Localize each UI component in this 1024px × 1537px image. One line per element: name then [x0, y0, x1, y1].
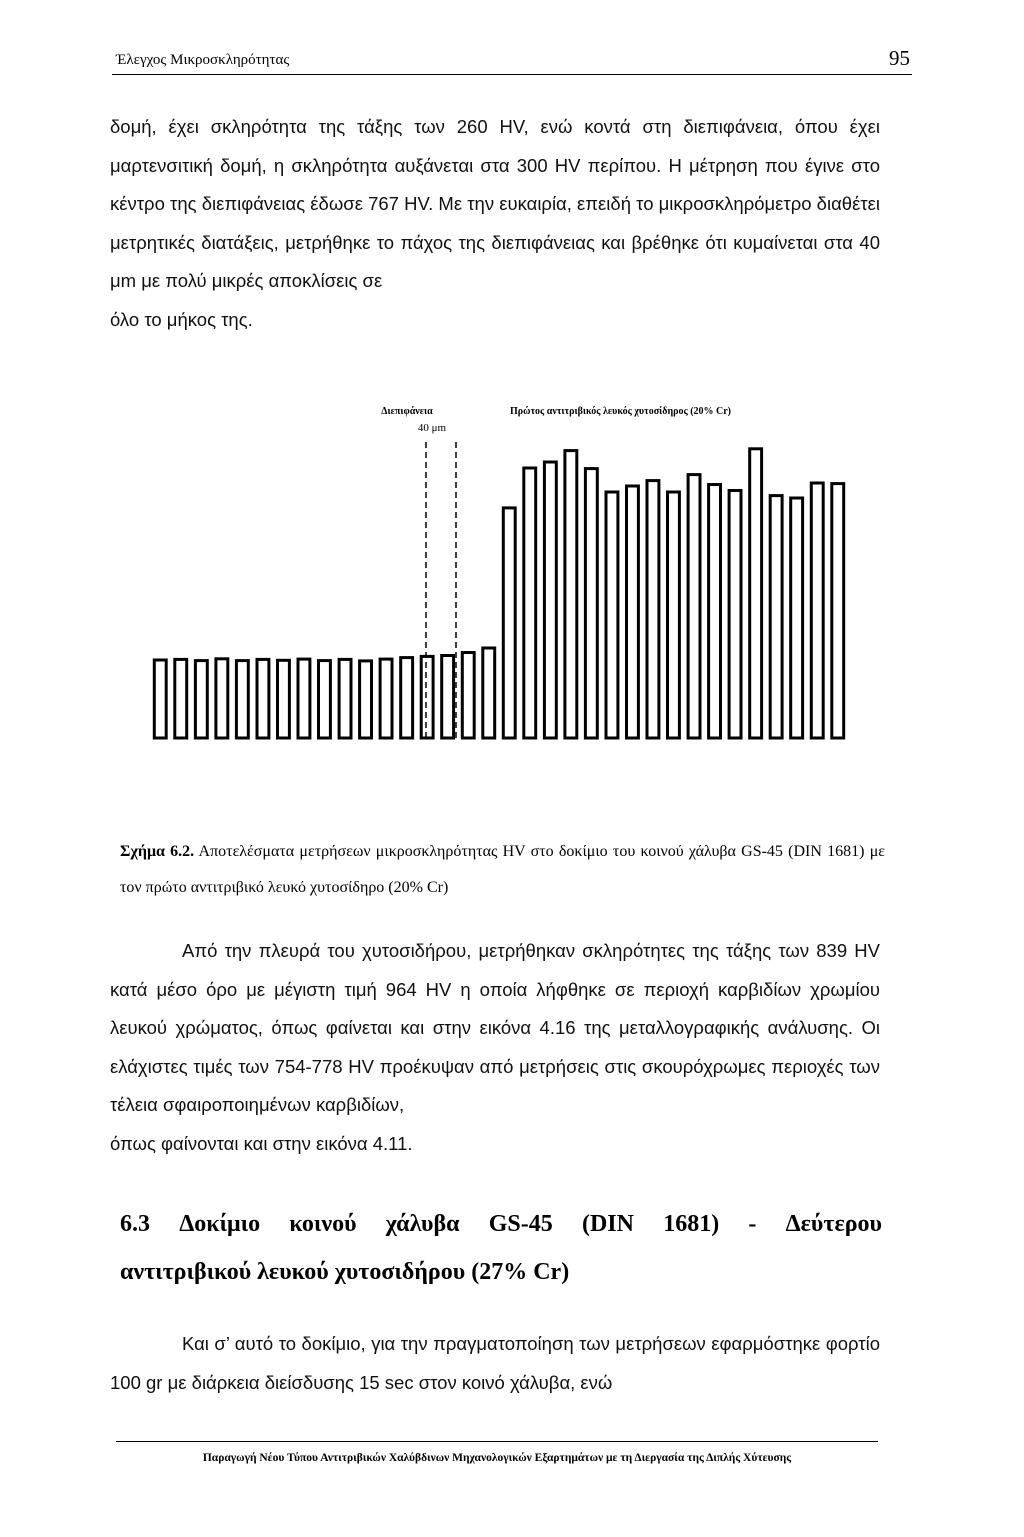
- section-heading-word: -: [748, 1211, 757, 1237]
- section-heading-word: χάλυβα: [385, 1211, 460, 1237]
- hardness-bar: [319, 661, 331, 738]
- section-heading-word: κοινού: [289, 1211, 357, 1237]
- section-heading: [120, 1200, 882, 1296]
- hardness-bar: [585, 469, 597, 738]
- hardness-bar: [627, 486, 639, 738]
- hardness-bar: [236, 661, 248, 738]
- paragraph-2: [110, 932, 880, 1163]
- hardness-bar: [442, 656, 454, 739]
- paragraph-1: [110, 108, 880, 339]
- paragraph-3: [110, 1325, 880, 1402]
- hardness-bar: [483, 648, 495, 738]
- hardness-bar: [216, 659, 228, 738]
- hardness-bar: [298, 659, 310, 738]
- hardness-bar: [503, 508, 515, 738]
- caption-label: Σχήμα 6.2.: [120, 843, 195, 860]
- hardness-bar: [606, 492, 618, 738]
- paragraph-2-last-line: όπως φαίνονται και στην εικόνα 4.11.: [110, 1132, 413, 1154]
- section-heading-word: (DIN: [581, 1211, 634, 1237]
- hardness-bar: [195, 661, 207, 738]
- hardness-bar: [257, 659, 269, 738]
- section-heading-word: 6.3: [120, 1211, 150, 1237]
- hardness-bar: [750, 449, 762, 738]
- interface-label: Διεπιφάνεια: [381, 406, 433, 417]
- hardness-bar: [421, 656, 433, 738]
- paragraph-1-body: δομή, έχει σκληρότητα της τάξης των 260 HV, ενώ κοντά στη διεπιφάνεια, όπου έχει μαρτενσιτική δομή, η σκληρότητα αυξάνεται στα 300 HV περίπου. Η μέτρηση που έγινε στο κέντρο της διεπιφάνειας έδωσε 767 HV. Με την ευκαιρία, επειδή το μικροσκληρόμετρο διαθέτει μετρητικές διατάξεις, μετρήθηκε το πάχος της διεπιφάνειας και βρέθηκε ότι κυμαίνεται στα 40 μm με πολύ μικρές αποκλίσεις σε: [110, 116, 880, 291]
- hardness-bar: [380, 659, 392, 738]
- section-heading-word: GS-45: [488, 1211, 553, 1237]
- hardness-bar: [339, 659, 351, 738]
- interface-width-label: 40 μm: [417, 422, 447, 434]
- section-heading-line-1: [120, 1200, 882, 1248]
- hardness-bar: [360, 661, 372, 738]
- section-heading-word: Δοκίμιο: [179, 1211, 261, 1237]
- running-header: [112, 46, 912, 75]
- hardness-bar: [462, 653, 474, 739]
- section-heading-line-2: αντιτριβικού λευκού χυτοσιδήρου (27% Cr): [120, 1259, 570, 1285]
- running-footer: Παραγωγή Νέου Τύπου Αντιτριβικών Χαλύβδινων Μηχανολογικών Εξαρτημάτων με τη Διεργασία της Διπλής Χύτευσης: [116, 1441, 878, 1464]
- section-heading-word: Δεύτερου: [785, 1211, 882, 1237]
- hardness-bar: [770, 496, 782, 738]
- section-heading-word: 1681): [663, 1211, 720, 1237]
- hardness-bar: [647, 481, 659, 738]
- hardness-bar: [278, 660, 290, 738]
- caption-text: Αποτελέσματα μετρήσεων μικροσκληρότητας HV στο δοκίμιο του κοινού χάλυβα GS-45 (DIN 1681) με τον πρώτο αντιτριβικό λευκό χυτοσίδηρο (20% Cr): [120, 843, 886, 896]
- cast-iron-label: Πρώτος αντιτριβικός λευκός χυτοσίδηρος (20% Cr): [510, 406, 732, 417]
- hardness-bar: [401, 658, 413, 738]
- hardness-bar: [729, 491, 741, 739]
- paragraph-3-body: Και σ’ αυτό το δοκίμιο, για την πραγματοποίηση των μετρήσεων εφαρμόστηκε φορτίο 100 gr με διάρκεια διείσδυσης 15 sec στον κοινό χάλυβα, ενώ: [110, 1333, 880, 1393]
- bars-group: [154, 449, 843, 738]
- hardness-bar: [668, 492, 680, 738]
- figure-caption: [120, 834, 885, 906]
- page-number: 95: [889, 46, 910, 70]
- hardness-bar: [524, 468, 536, 738]
- hardness-bar: [688, 475, 700, 738]
- hardness-bar: [544, 462, 556, 738]
- hardness-bar: [709, 485, 721, 739]
- header-title: Έλεγχος Μικροσκληρότητας: [116, 52, 290, 68]
- hardness-chart: [140, 398, 870, 748]
- hardness-chart-svg: [140, 398, 870, 748]
- hardness-bar: [154, 660, 166, 738]
- hardness-bar: [811, 483, 823, 738]
- paragraph-1-last-line: όλο το μήκος της.: [110, 308, 253, 330]
- hardness-bar: [175, 659, 187, 738]
- hardness-bar: [565, 451, 577, 738]
- hardness-bar: [791, 498, 803, 738]
- paragraph-2-body: Από την πλευρά του χυτοσιδήρου, μετρήθηκαν σκληρότητες της τάξης των 839 HV κατά μέσο όρο με μέγιστη τιμή 964 HV η οποία λήφθηκε σε περιοχή καρβιδίων χρωμίου λευκού χρώματος, όπως φαίνεται και στην εικόνα 4.16 της μεταλλογραφικής ανάλυσης. Οι ελάχιστες τιμές των 754-778 HV προέκυψαν από μετρήσεις στις σκουρόχρωμες περιοχές των τέλεια σφαιροποιημένων καρβιδίων,: [110, 940, 880, 1115]
- hardness-bar: [832, 484, 844, 738]
